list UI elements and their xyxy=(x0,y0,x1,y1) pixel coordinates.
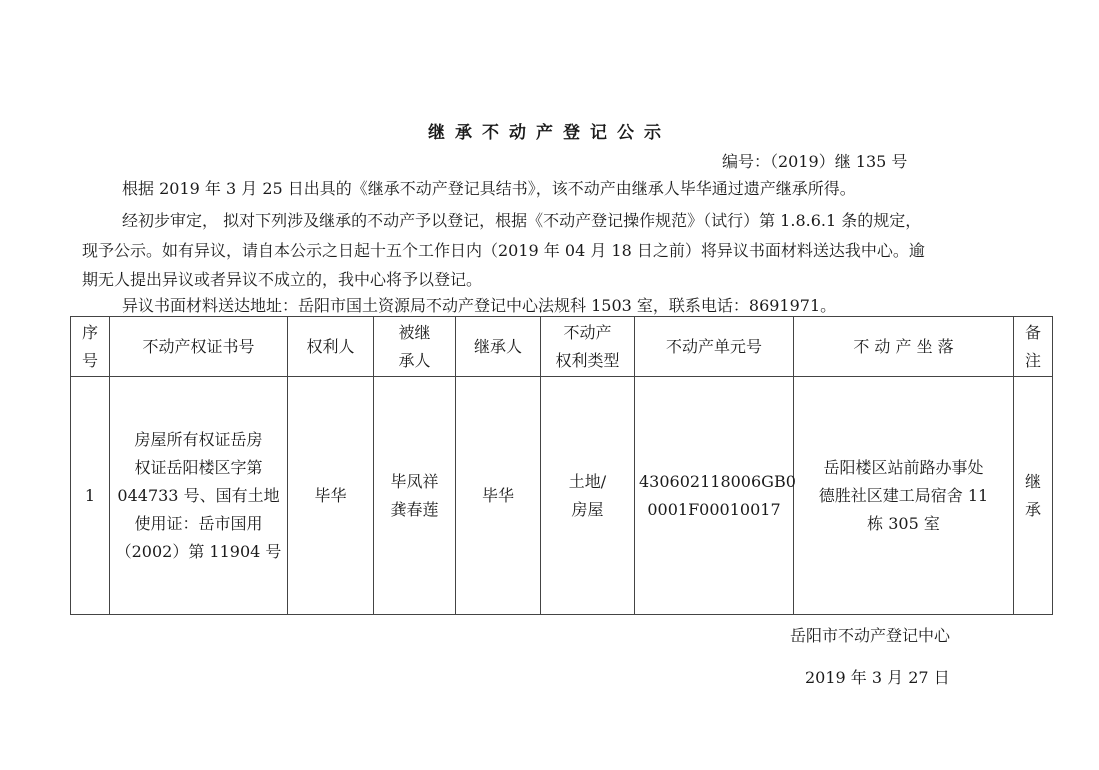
decedent-line: 龚春莲 xyxy=(390,499,439,519)
decedent-line: 毕凤祥 xyxy=(390,471,439,491)
header-heir: 继承人 xyxy=(456,317,541,377)
cert-line: （2002）第 11904 号 xyxy=(115,541,282,561)
cell-seq: 1 xyxy=(71,377,110,615)
header-decedent-line-2: 承人 xyxy=(398,350,431,370)
paragraph-review-line-2: 现予公示。如有异议，请自本公示之日起十五个工作日内（2019 年 04 月 18 日之前）将异议书面材料送达我中心。逾 xyxy=(82,241,925,260)
header-decedent xyxy=(374,317,456,377)
issue-date: 2019 年 3 月 27 日 xyxy=(805,668,950,687)
header-right-type-line-1: 不动产 xyxy=(563,322,612,342)
paragraph-review-line-1: 经初步审定， 拟对下列涉及继承的不动产予以登记，根据《不动产登记操作规范》（试行）第 1.8.6.1 条的规定， xyxy=(122,211,922,230)
cell-remark xyxy=(1014,377,1053,615)
header-seq xyxy=(71,317,110,377)
cell-right-type xyxy=(541,377,635,615)
cell-heir: 毕华 xyxy=(456,377,541,615)
header-unit: 不动产单元号 xyxy=(635,317,794,377)
registration-table xyxy=(70,316,1053,615)
cert-line: 房屋所有权证岳房 xyxy=(134,429,263,449)
header-remark-line-2: 注 xyxy=(1024,350,1041,370)
header-remark xyxy=(1014,317,1053,377)
header-decedent-line-1: 被继 xyxy=(398,322,431,342)
location-line: 德胜社区建工局宿舍 11 xyxy=(818,485,989,505)
header-cert: 不动产权证书号 xyxy=(110,317,288,377)
unit-line: 0001F00010017 xyxy=(647,499,781,519)
header-seq-line-1: 序 xyxy=(81,322,98,342)
cert-line: 使用证：岳市国用 xyxy=(134,513,263,533)
header-right-type xyxy=(541,317,635,377)
cert-line: 权证岳阳楼区字第 xyxy=(134,457,263,477)
cell-holder: 毕华 xyxy=(288,377,374,615)
issuer-signature: 岳阳市不动产登记中心 xyxy=(790,626,951,645)
remark-line: 承 xyxy=(1024,499,1041,519)
header-right-type-line-2: 权利类型 xyxy=(555,350,620,370)
document-number: 编号：（2019）继 135 号 xyxy=(722,152,908,171)
header-remark-line-1: 备 xyxy=(1024,322,1041,342)
right-type-line: 土地/ xyxy=(568,471,607,491)
table-row xyxy=(71,377,1053,615)
header-seq-line-2: 号 xyxy=(81,350,98,370)
remark-line: 继 xyxy=(1024,471,1041,491)
cell-location xyxy=(794,377,1014,615)
location-line: 栋 305 室 xyxy=(867,513,940,533)
unit-line: 430602118006GB0 xyxy=(639,471,796,491)
cell-unit xyxy=(635,377,794,615)
document-title: 继承不动产登记公示 xyxy=(428,123,671,143)
table-header-row xyxy=(71,317,1053,377)
paragraph-review-line-3: 期无人提出异议或者异议不成立的，我中心将予以登记。 xyxy=(82,270,483,289)
header-holder: 权利人 xyxy=(288,317,374,377)
paragraph-basis: 根据 2019 年 3 月 25 日出具的《继承不动产登记具结书》，该不动产由继承人毕华通过遗产继承所得。 xyxy=(122,179,856,198)
cell-cert xyxy=(110,377,288,615)
cert-line: 044733 号、国有土地 xyxy=(117,485,280,505)
paragraph-objection-address: 异议书面材料送达地址：岳阳市国土资源局不动产登记中心法规科 1503 室，联系电话：8691971。 xyxy=(122,296,837,315)
right-type-line: 房屋 xyxy=(571,499,604,519)
cell-decedent xyxy=(374,377,456,615)
location-line: 岳阳楼区站前路办事处 xyxy=(823,457,984,477)
header-location: 不 动 产 坐 落 xyxy=(794,317,1014,377)
